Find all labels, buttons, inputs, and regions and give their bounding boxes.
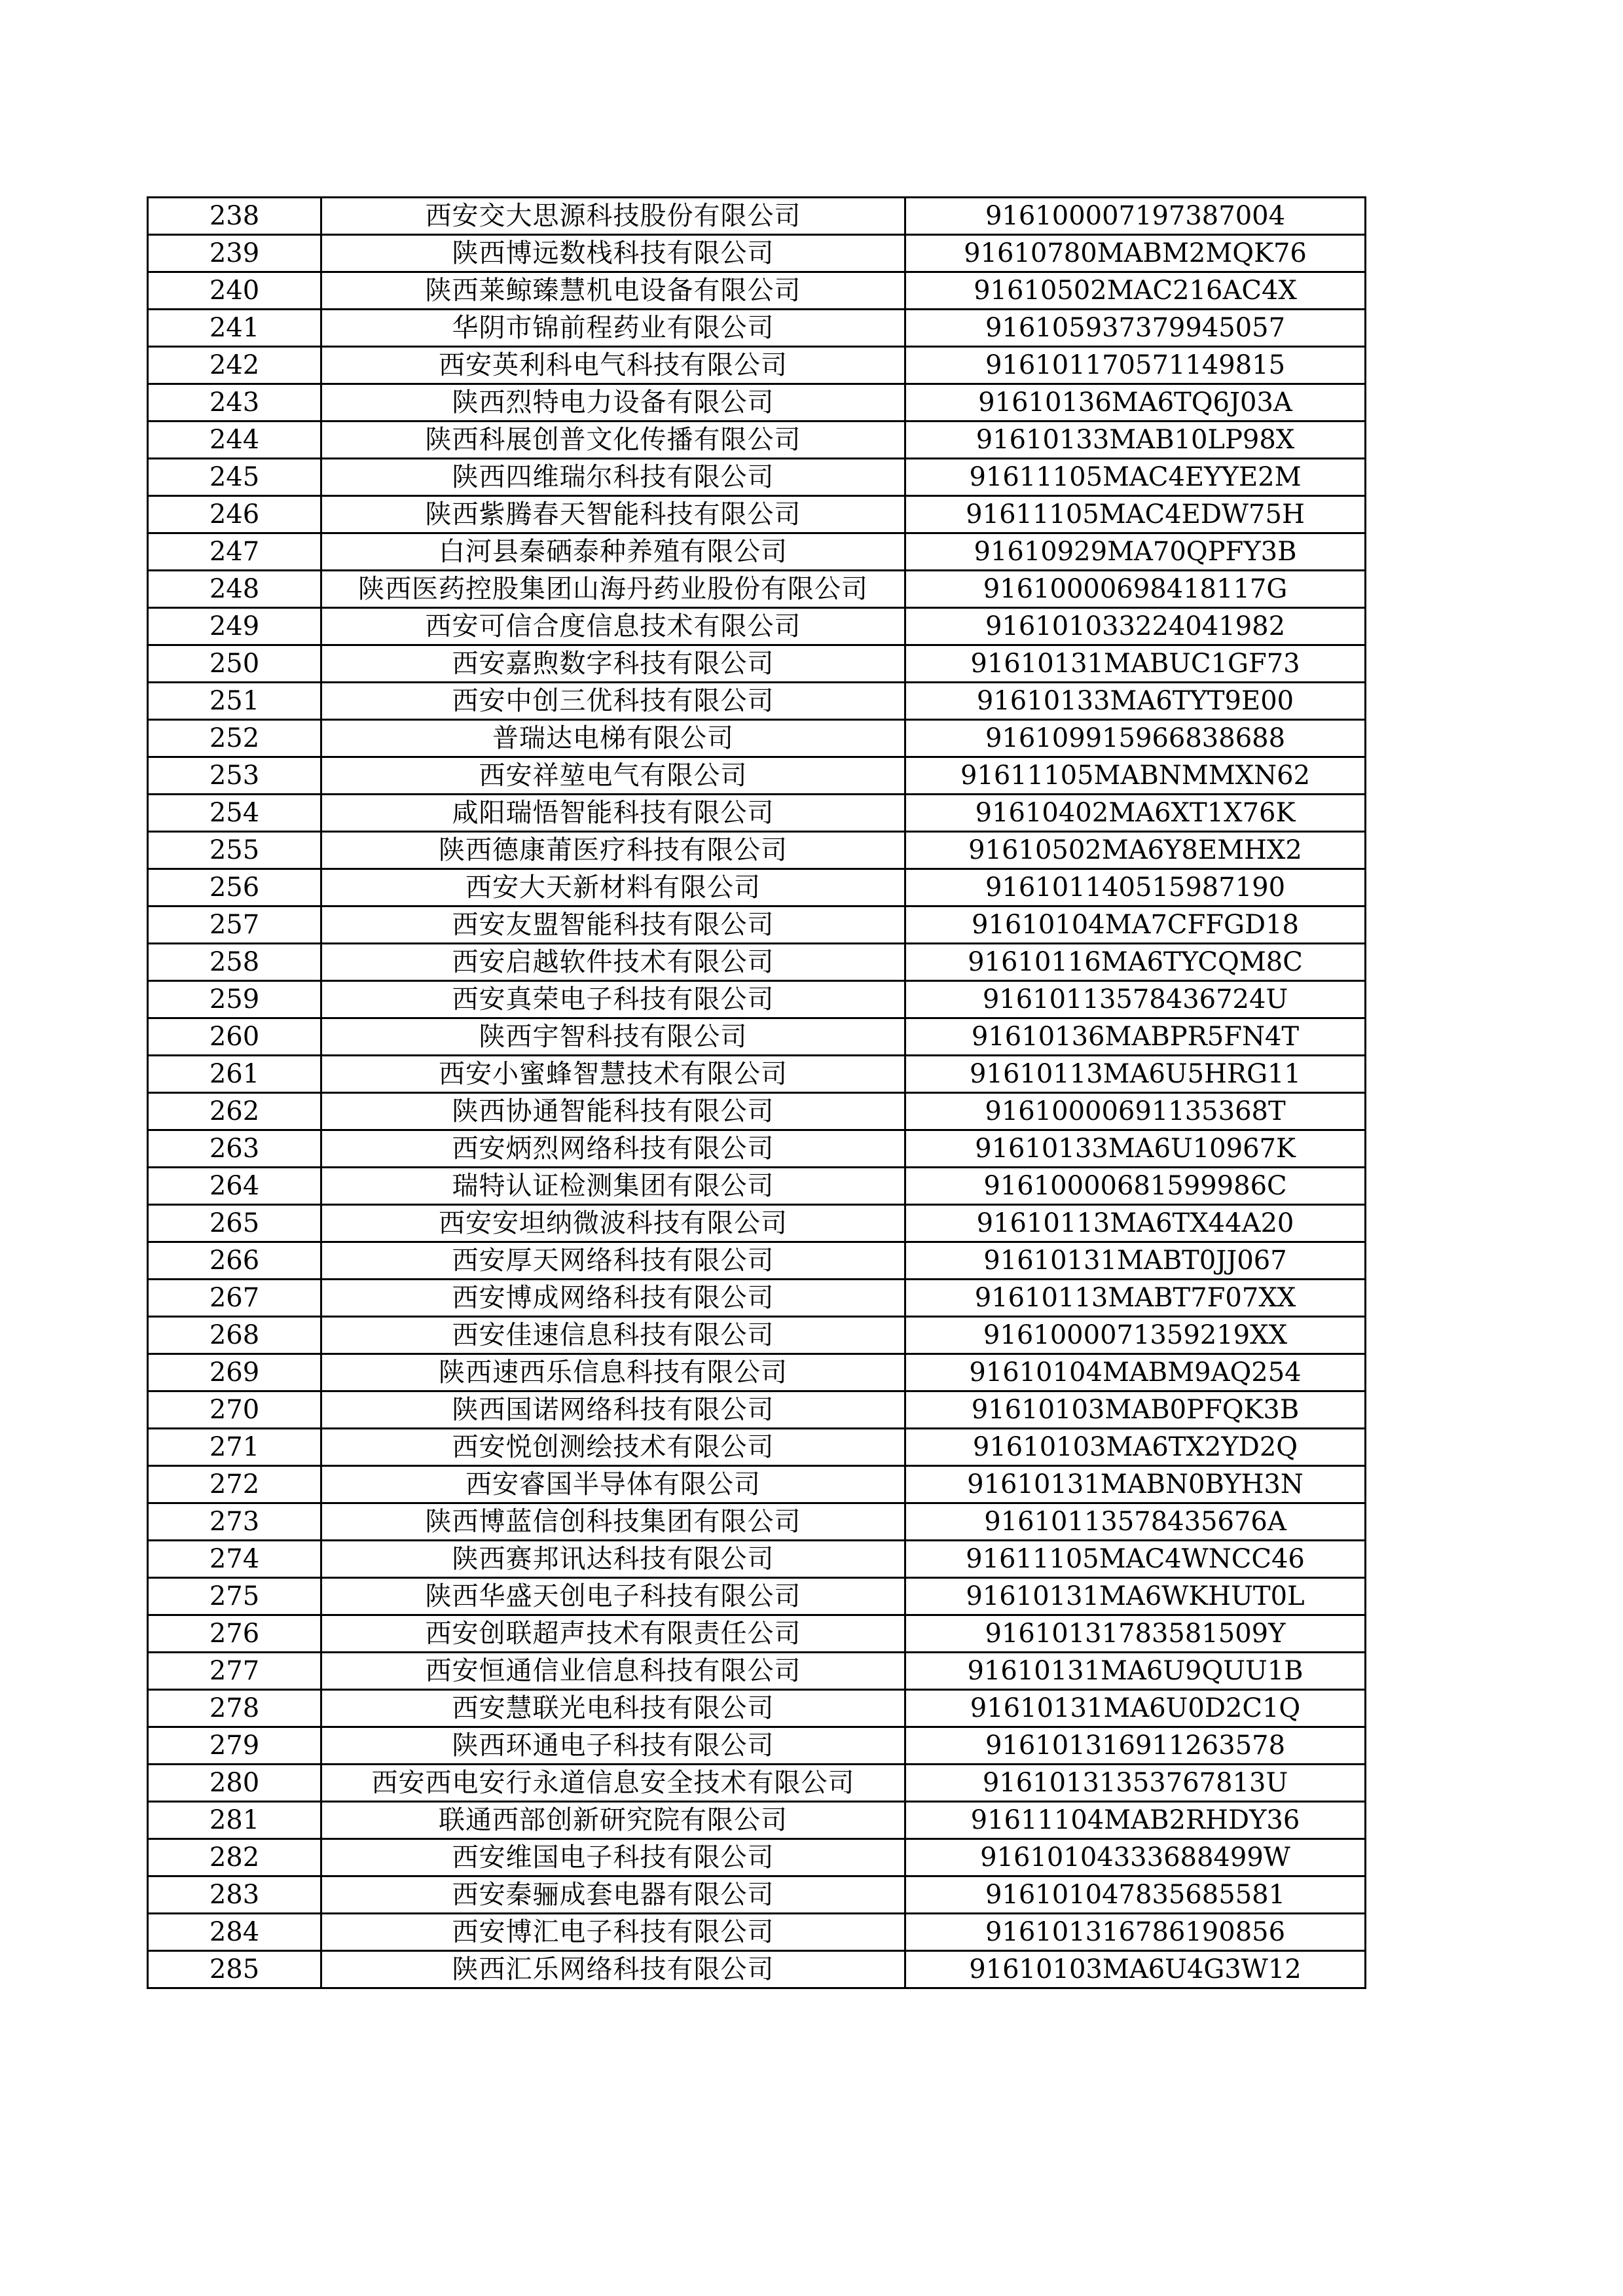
table-row xyxy=(148,272,1366,310)
table-row xyxy=(148,1093,1366,1130)
company-name-cell: 西安祥堃电气有限公司 xyxy=(321,757,905,795)
credit-code-cell: 91611105MAC4WNCC46 xyxy=(905,1541,1366,1578)
row-number-cell: 247 xyxy=(148,533,321,571)
company-name-cell: 陕西华盛天创电子科技有限公司 xyxy=(321,1578,905,1615)
credit-code-cell: 91610131MA6WKHUT0L xyxy=(905,1578,1366,1615)
company-name-cell: 陕西博蓝信创科技集团有限公司 xyxy=(321,1503,905,1541)
credit-code-cell: 91610402MA6XT1X76K xyxy=(905,795,1366,832)
row-number-cell: 250 xyxy=(148,645,321,683)
credit-code-cell: 916109915966838688 xyxy=(905,720,1366,757)
company-name-cell: 陕西德康莆医疗科技有限公司 xyxy=(321,832,905,869)
row-number-cell: 242 xyxy=(148,347,321,384)
row-number-cell: 251 xyxy=(148,683,321,720)
table-row xyxy=(148,1056,1366,1093)
company-name-cell: 白河县秦硒泰种养殖有限公司 xyxy=(321,533,905,571)
row-number-cell: 275 xyxy=(148,1578,321,1615)
row-number-cell: 257 xyxy=(148,906,321,944)
table-row xyxy=(148,981,1366,1018)
table-row xyxy=(148,1018,1366,1056)
company-name-cell: 陕西博远数栈科技有限公司 xyxy=(321,235,905,272)
row-number-cell: 238 xyxy=(148,198,321,235)
table-row xyxy=(148,1727,1366,1765)
company-name-cell: 西安启越软件技术有限公司 xyxy=(321,944,905,981)
company-name-cell: 西安英利科电气科技有限公司 xyxy=(321,347,905,384)
table-row xyxy=(148,1168,1366,1205)
table-row xyxy=(148,1765,1366,1802)
credit-code-cell: 91610136MABPR5FN4T xyxy=(905,1018,1366,1056)
table-row xyxy=(148,384,1366,422)
row-number-cell: 239 xyxy=(148,235,321,272)
credit-code-cell: 916105937379945057 xyxy=(905,310,1366,347)
row-number-cell: 276 xyxy=(148,1615,321,1653)
table-row xyxy=(148,422,1366,459)
company-name-cell: 西安真荣电子科技有限公司 xyxy=(321,981,905,1018)
table-row xyxy=(148,832,1366,869)
credit-code-cell: 91610000691135368T xyxy=(905,1093,1366,1130)
company-name-cell: 西安交大思源科技股份有限公司 xyxy=(321,198,905,235)
company-name-cell: 西安中创三优科技有限公司 xyxy=(321,683,905,720)
company-name-cell: 西安悦创测绘技术有限公司 xyxy=(321,1429,905,1466)
credit-code-cell: 91610113578436724U xyxy=(905,981,1366,1018)
company-name-cell: 西安可信合度信息技术有限公司 xyxy=(321,608,905,645)
credit-code-cell: 916101316911263578 xyxy=(905,1727,1366,1765)
credit-code-cell: 91610000681599986C xyxy=(905,1168,1366,1205)
table-row xyxy=(148,235,1366,272)
company-name-cell: 西安博成网络科技有限公司 xyxy=(321,1280,905,1317)
table-row xyxy=(148,1242,1366,1280)
company-name-cell: 陕西莱鲸臻慧机电设备有限公司 xyxy=(321,272,905,310)
row-number-cell: 266 xyxy=(148,1242,321,1280)
table-row xyxy=(148,496,1366,533)
row-number-cell: 282 xyxy=(148,1839,321,1876)
table-row xyxy=(148,1429,1366,1466)
row-number-cell: 274 xyxy=(148,1541,321,1578)
company-name-cell: 西安创联超声技术有限责任公司 xyxy=(321,1615,905,1653)
company-name-cell: 陕西科展创普文化传播有限公司 xyxy=(321,422,905,459)
credit-code-cell: 91610104MABM9AQ254 xyxy=(905,1354,1366,1391)
table-row xyxy=(148,1130,1366,1168)
table-row xyxy=(148,459,1366,496)
table-row xyxy=(148,198,1366,235)
row-number-cell: 244 xyxy=(148,422,321,459)
table-row xyxy=(148,1391,1366,1429)
credit-code-cell: 91610131783581509Y xyxy=(905,1615,1366,1653)
table-row xyxy=(148,1503,1366,1541)
credit-code-cell: 91610103MA6TX2YD2Q xyxy=(905,1429,1366,1466)
table-row xyxy=(148,1280,1366,1317)
credit-code-cell: 91610131MABUC1GF73 xyxy=(905,645,1366,683)
table-row xyxy=(148,1541,1366,1578)
company-name-cell: 陕西宇智科技有限公司 xyxy=(321,1018,905,1056)
company-name-cell: 西安慧联光电科技有限公司 xyxy=(321,1690,905,1727)
credit-code-cell: 91610131MABN0BYH3N xyxy=(905,1466,1366,1503)
row-number-cell: 260 xyxy=(148,1018,321,1056)
row-number-cell: 254 xyxy=(148,795,321,832)
row-number-cell: 258 xyxy=(148,944,321,981)
credit-code-cell: 91610131MA6U0D2C1Q xyxy=(905,1690,1366,1727)
row-number-cell: 259 xyxy=(148,981,321,1018)
company-name-cell: 瑞特认证检测集团有限公司 xyxy=(321,1168,905,1205)
table-row xyxy=(148,869,1366,906)
company-name-cell: 陕西赛邦讯达科技有限公司 xyxy=(321,1541,905,1578)
company-name-cell: 陕西烈特电力设备有限公司 xyxy=(321,384,905,422)
credit-code-cell: 91610113MA6TX44A20 xyxy=(905,1205,1366,1242)
credit-code-cell: 91610133MA6U10967K xyxy=(905,1130,1366,1168)
credit-code-cell: 91610133MA6TYT9E00 xyxy=(905,683,1366,720)
row-number-cell: 270 xyxy=(148,1391,321,1429)
company-name-cell: 陕西国诺网络科技有限公司 xyxy=(321,1391,905,1429)
row-number-cell: 265 xyxy=(148,1205,321,1242)
credit-code-cell: 91610113578435676A xyxy=(905,1503,1366,1541)
credit-code-cell: 91610133MAB10LP98X xyxy=(905,422,1366,459)
credit-code-cell: 91610116MA6TYCQM8C xyxy=(905,944,1366,981)
credit-code-cell: 91610104MA7CFFGD18 xyxy=(905,906,1366,944)
company-name-cell: 陕西环通电子科技有限公司 xyxy=(321,1727,905,1765)
row-number-cell: 268 xyxy=(148,1317,321,1354)
credit-code-cell: 91610502MAC216AC4X xyxy=(905,272,1366,310)
company-name-cell: 陕西四维瑞尔科技有限公司 xyxy=(321,459,905,496)
table-row xyxy=(148,1615,1366,1653)
company-name-cell: 西安嘉煦数字科技有限公司 xyxy=(321,645,905,683)
credit-code-cell: 91610502MA6Y8EMHX2 xyxy=(905,832,1366,869)
row-number-cell: 241 xyxy=(148,310,321,347)
row-number-cell: 240 xyxy=(148,272,321,310)
row-number-cell: 262 xyxy=(148,1093,321,1130)
company-name-cell: 西安佳速信息科技有限公司 xyxy=(321,1317,905,1354)
credit-code-cell: 91610103MAB0PFQK3B xyxy=(905,1391,1366,1429)
company-name-cell: 西安恒通信业信息科技有限公司 xyxy=(321,1653,905,1690)
row-number-cell: 271 xyxy=(148,1429,321,1466)
table-row xyxy=(148,347,1366,384)
company-name-cell: 普瑞达电梯有限公司 xyxy=(321,720,905,757)
credit-code-cell: 91611105MAC4EDW75H xyxy=(905,496,1366,533)
credit-code-cell: 916101170571149815 xyxy=(905,347,1366,384)
row-number-cell: 285 xyxy=(148,1951,321,1988)
table-row xyxy=(148,1690,1366,1727)
company-name-cell: 西安小蜜蜂智慧技术有限公司 xyxy=(321,1056,905,1093)
company-name-cell: 联通西部创新研究院有限公司 xyxy=(321,1802,905,1839)
table-row xyxy=(148,1354,1366,1391)
company-list-table xyxy=(147,196,1366,1989)
credit-code-cell: 91611104MAB2RHDY36 xyxy=(905,1802,1366,1839)
credit-code-cell: 91610929MA70QPFY3B xyxy=(905,533,1366,571)
row-number-cell: 249 xyxy=(148,608,321,645)
credit-code-cell: 91610131MABT0JJ067 xyxy=(905,1242,1366,1280)
table-row xyxy=(148,1802,1366,1839)
company-name-cell: 华阴市锦前程药业有限公司 xyxy=(321,310,905,347)
table-row xyxy=(148,1951,1366,1988)
table-row xyxy=(148,1466,1366,1503)
row-number-cell: 281 xyxy=(148,1802,321,1839)
row-number-cell: 273 xyxy=(148,1503,321,1541)
credit-code-cell: 916101047835685581 xyxy=(905,1876,1366,1914)
row-number-cell: 248 xyxy=(148,571,321,608)
table-row xyxy=(148,1914,1366,1951)
table-row xyxy=(148,1578,1366,1615)
row-number-cell: 255 xyxy=(148,832,321,869)
credit-code-cell: 9161000071359219XX xyxy=(905,1317,1366,1354)
table-row xyxy=(148,608,1366,645)
credit-code-cell: 91610131MA6U9QUU1B xyxy=(905,1653,1366,1690)
row-number-cell: 264 xyxy=(148,1168,321,1205)
company-name-cell: 西安睿国半导体有限公司 xyxy=(321,1466,905,1503)
company-name-cell: 陕西协通智能科技有限公司 xyxy=(321,1093,905,1130)
table-row xyxy=(148,906,1366,944)
row-number-cell: 245 xyxy=(148,459,321,496)
credit-code-cell: 91610136MA6TQ6J03A xyxy=(905,384,1366,422)
table-row xyxy=(148,533,1366,571)
company-name-cell: 西安安坦纳微波科技有限公司 xyxy=(321,1205,905,1242)
table-row xyxy=(148,795,1366,832)
credit-code-cell: 91610113MABT7F07XX xyxy=(905,1280,1366,1317)
table-row xyxy=(148,944,1366,981)
credit-code-cell: 916101033224041982 xyxy=(905,608,1366,645)
table-row xyxy=(148,1653,1366,1690)
company-name-cell: 陕西紫腾春天智能科技有限公司 xyxy=(321,496,905,533)
company-name-cell: 西安西电安行永道信息安全技术有限公司 xyxy=(321,1765,905,1802)
credit-code-cell: 916101316786190856 xyxy=(905,1914,1366,1951)
credit-code-cell: 91611105MAC4EYYE2M xyxy=(905,459,1366,496)
row-number-cell: 269 xyxy=(148,1354,321,1391)
table-row xyxy=(148,1317,1366,1354)
company-name-cell: 西安大天新材料有限公司 xyxy=(321,869,905,906)
row-number-cell: 256 xyxy=(148,869,321,906)
table-row xyxy=(148,645,1366,683)
table-row xyxy=(148,310,1366,347)
company-name-cell: 西安维国电子科技有限公司 xyxy=(321,1839,905,1876)
credit-code-cell: 91610780MABM2MQK76 xyxy=(905,235,1366,272)
company-name-cell: 西安厚天网络科技有限公司 xyxy=(321,1242,905,1280)
row-number-cell: 246 xyxy=(148,496,321,533)
company-name-cell: 陕西医药控股集团山海丹药业股份有限公司 xyxy=(321,571,905,608)
company-name-cell: 西安友盟智能科技有限公司 xyxy=(321,906,905,944)
table-body xyxy=(148,198,1366,1988)
table-row xyxy=(148,1839,1366,1876)
credit-code-cell: 91611105MABNMMXN62 xyxy=(905,757,1366,795)
credit-code-cell: 91610131353767813U xyxy=(905,1765,1366,1802)
table-row xyxy=(148,757,1366,795)
company-name-cell: 陕西汇乐网络科技有限公司 xyxy=(321,1951,905,1988)
table-row xyxy=(148,683,1366,720)
credit-code-cell: 91610000698418117G xyxy=(905,571,1366,608)
company-list-table-container xyxy=(147,196,1364,1989)
table-row xyxy=(148,571,1366,608)
company-name-cell: 西安博汇电子科技有限公司 xyxy=(321,1914,905,1951)
table-row xyxy=(148,1205,1366,1242)
row-number-cell: 278 xyxy=(148,1690,321,1727)
credit-code-cell: 91610104333688499W xyxy=(905,1839,1366,1876)
credit-code-cell: 916101140515987190 xyxy=(905,869,1366,906)
row-number-cell: 243 xyxy=(148,384,321,422)
row-number-cell: 252 xyxy=(148,720,321,757)
row-number-cell: 253 xyxy=(148,757,321,795)
company-name-cell: 陕西速西乐信息科技有限公司 xyxy=(321,1354,905,1391)
table-row xyxy=(148,720,1366,757)
row-number-cell: 263 xyxy=(148,1130,321,1168)
row-number-cell: 267 xyxy=(148,1280,321,1317)
company-name-cell: 咸阳瑞悟智能科技有限公司 xyxy=(321,795,905,832)
credit-code-cell: 91610103MA6U4G3W12 xyxy=(905,1951,1366,1988)
row-number-cell: 261 xyxy=(148,1056,321,1093)
row-number-cell: 284 xyxy=(148,1914,321,1951)
company-name-cell: 西安秦骊成套电器有限公司 xyxy=(321,1876,905,1914)
credit-code-cell: 91610113MA6U5HRG11 xyxy=(905,1056,1366,1093)
row-number-cell: 283 xyxy=(148,1876,321,1914)
credit-code-cell: 916100007197387004 xyxy=(905,198,1366,235)
row-number-cell: 279 xyxy=(148,1727,321,1765)
row-number-cell: 280 xyxy=(148,1765,321,1802)
company-name-cell: 西安炳烈网络科技有限公司 xyxy=(321,1130,905,1168)
row-number-cell: 277 xyxy=(148,1653,321,1690)
table-row xyxy=(148,1876,1366,1914)
row-number-cell: 272 xyxy=(148,1466,321,1503)
